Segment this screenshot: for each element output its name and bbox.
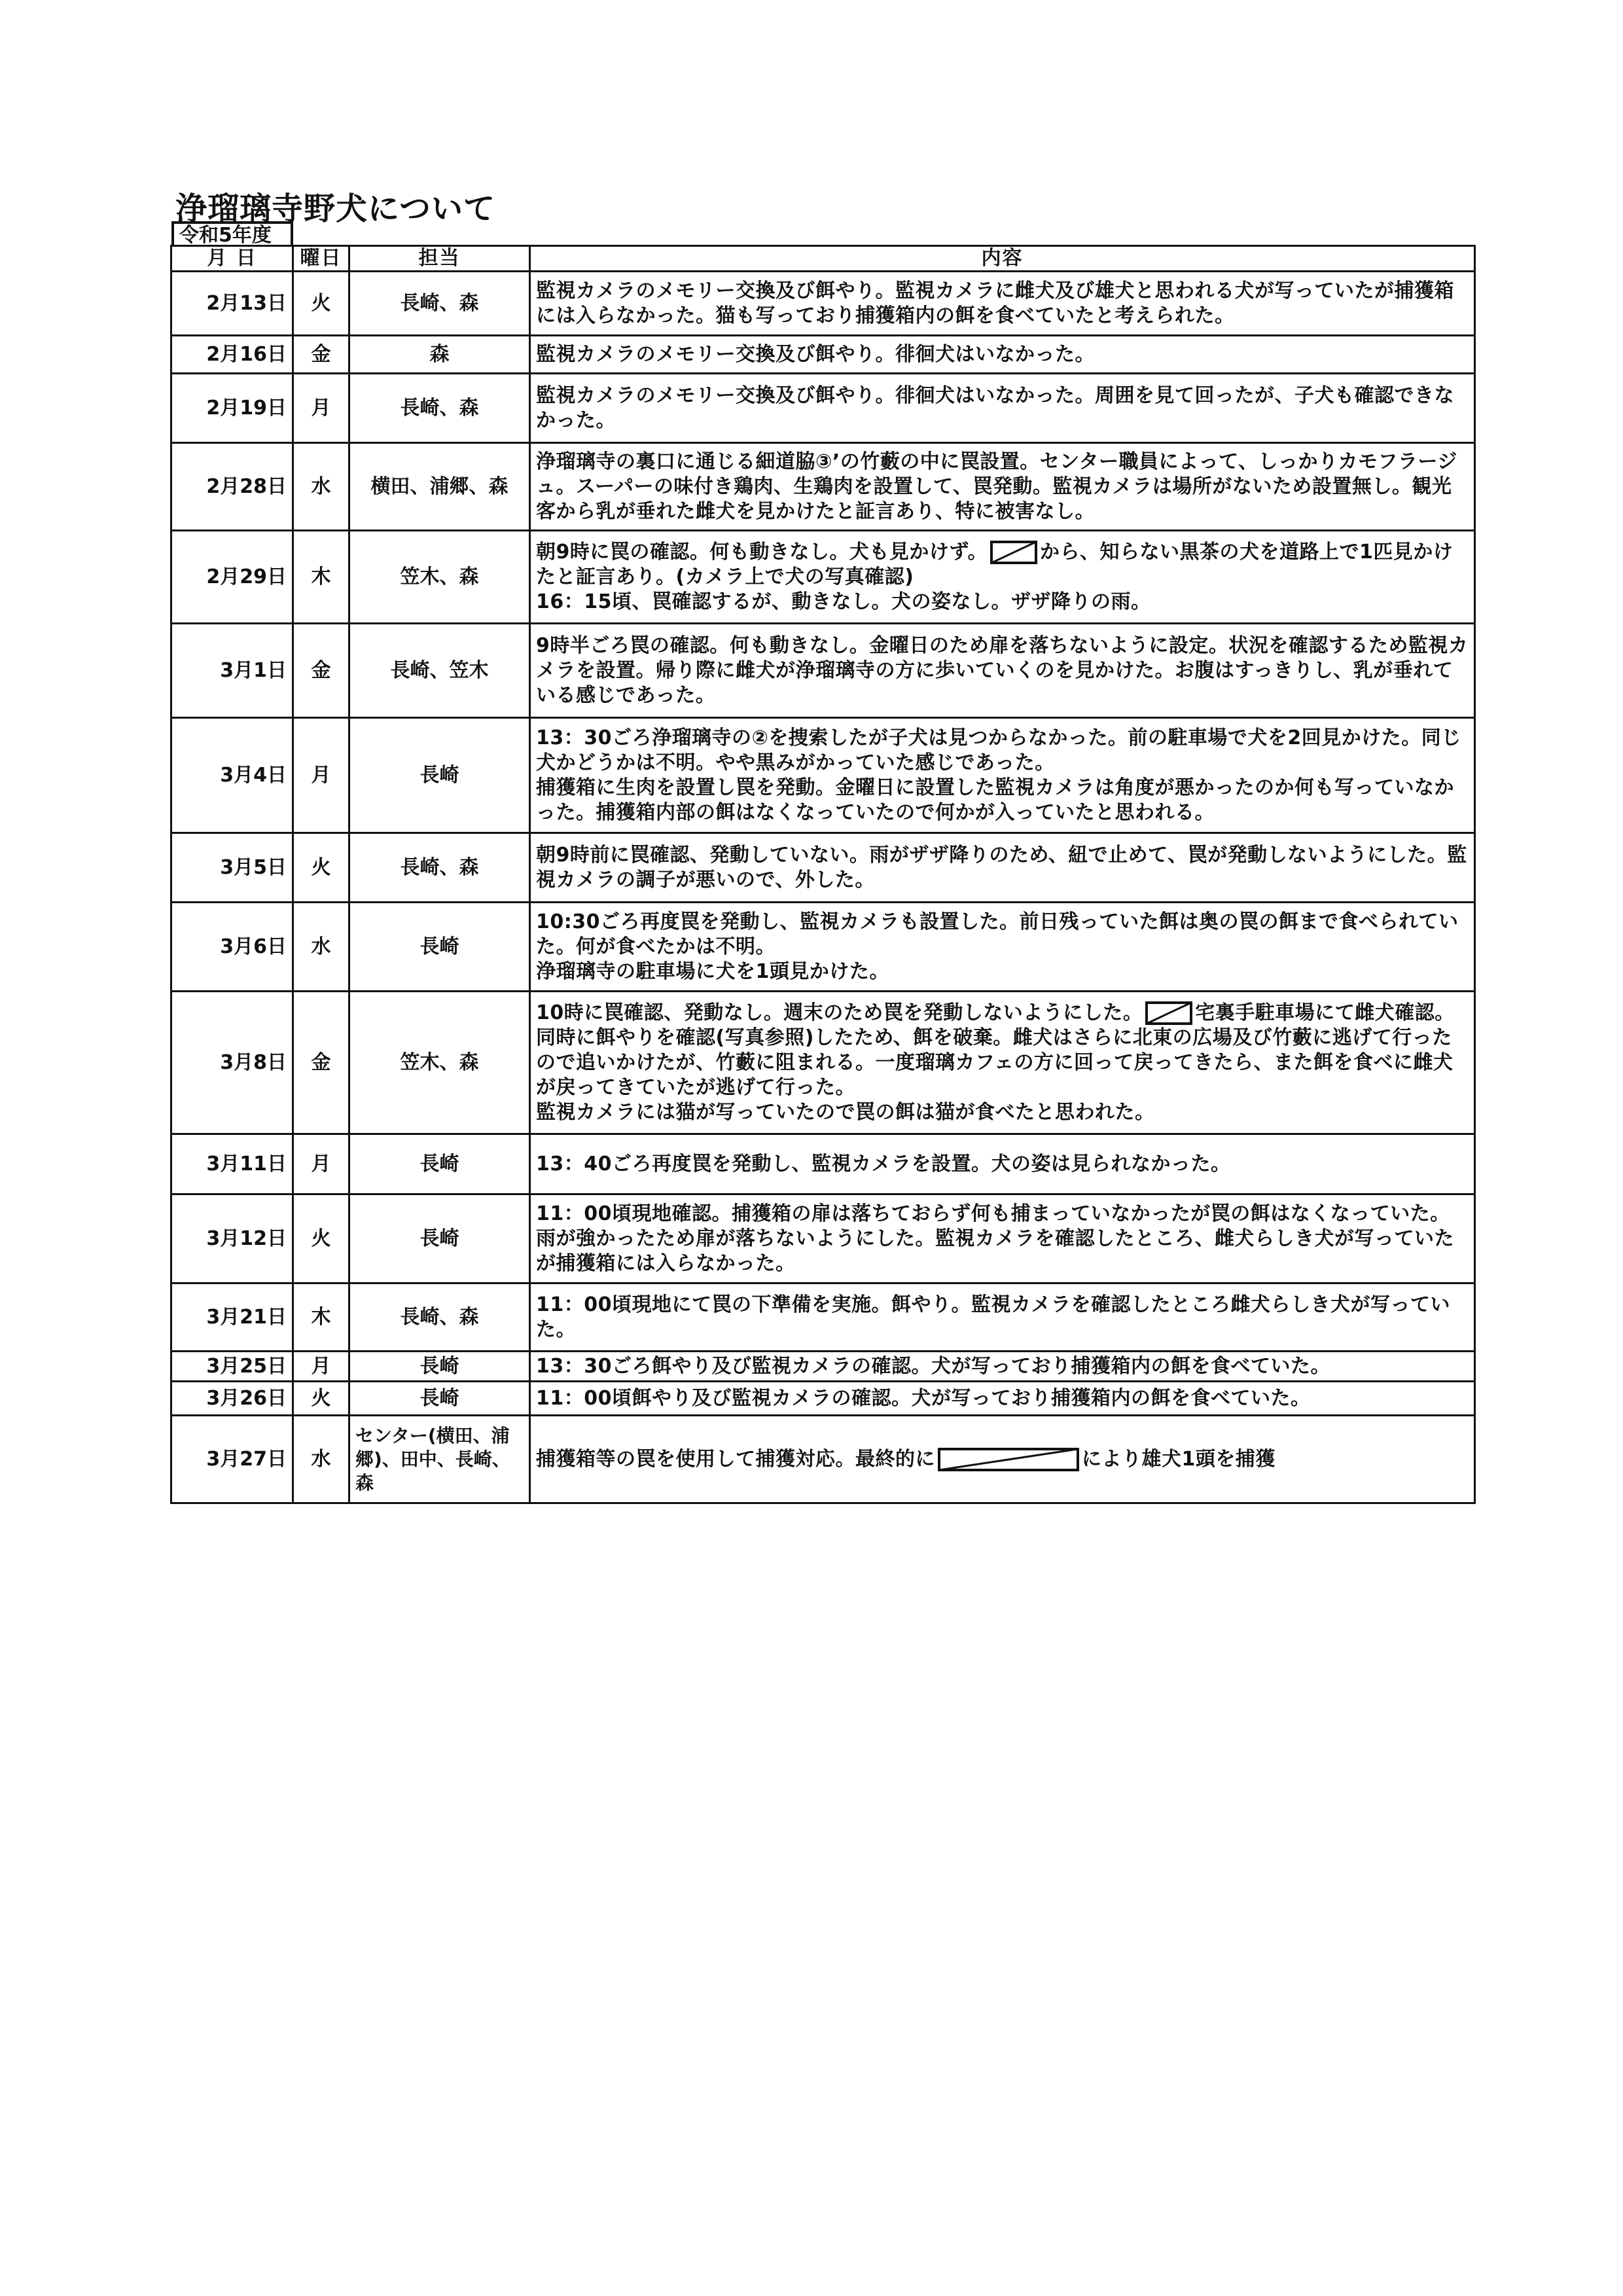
row-content-part: 16：15頃、罠確認するが、動きなし。犬の姿なし。ザザ降りの雨。: [536, 590, 1151, 613]
fiscal-year-label: 令和5年度: [171, 221, 293, 245]
row-content: [530, 992, 1475, 1134]
row-date: 2月13日: [171, 272, 293, 336]
header-day: 曜日: [293, 246, 349, 272]
row-weekday: 水: [293, 903, 349, 992]
table-row: [171, 624, 1475, 718]
row-date: 3月5日: [171, 833, 293, 903]
row-staff: 長崎、森: [349, 1283, 530, 1352]
row-weekday: 水: [293, 443, 349, 531]
header-content: 内容: [530, 246, 1475, 272]
row-content: [530, 531, 1475, 624]
row-weekday: 火: [293, 1194, 349, 1283]
table-row: [171, 718, 1475, 833]
row-weekday: 金: [293, 992, 349, 1134]
row-weekday: 月: [293, 1352, 349, 1382]
row-content: [530, 718, 1475, 833]
row-date: 3月8日: [171, 992, 293, 1134]
header-staff: 担当: [349, 246, 530, 272]
row-date: 2月19日: [171, 374, 293, 443]
table-row: [171, 1416, 1475, 1503]
row-staff: 長崎、笠木: [349, 624, 530, 718]
activity-log-table: [170, 245, 1476, 1504]
redaction-box: [990, 541, 1037, 564]
table-row: [171, 903, 1475, 992]
row-staff: 長崎、森: [349, 833, 530, 903]
row-date: 2月28日: [171, 443, 293, 531]
table-row: [171, 336, 1475, 374]
row-content: 監視カメラのメモリー交換及び餌やり。徘徊犬はいなかった。周囲を見て回ったが、子犬も確認できなかった。: [530, 374, 1475, 443]
row-content: 浄瑠璃寺の裏口に通じる細道脇③’の竹藪の中に罠設置。センター職員によって、しっかりカモフラージュ。スーパーの味付き鶏肉、生鶏肉を設置して、罠発動。監視カメラは場所がないため設置無し。観光客から乳が垂れた雌犬を見かけたと証言あり、特に被害なし。: [530, 443, 1475, 531]
row-weekday: 金: [293, 624, 349, 718]
row-content-part: 10:30ごろ再度罠を発動し、監視カメラも設置した。前日残っていた餌は奥の罠の餌まで食べられていた。何が食べたかは不明。: [536, 910, 1459, 958]
row-date: 3月11日: [171, 1134, 293, 1194]
row-weekday: 木: [293, 1283, 349, 1352]
row-date: 3月21日: [171, 1283, 293, 1352]
row-staff: 横田、浦郷、森: [349, 443, 530, 531]
row-date: 3月12日: [171, 1194, 293, 1283]
row-date: 2月16日: [171, 336, 293, 374]
row-content-part: 監視カメラには猫が写っていたので罠の餌は猫が食べたと思われた。: [536, 1100, 1155, 1124]
table-row: [171, 531, 1475, 624]
row-staff: 長崎: [349, 1134, 530, 1194]
row-weekday: 月: [293, 718, 349, 833]
row-content-part: から、知らない黒茶の犬を道路上で1匹見かけたと証言あり。(カメラ上で犬の写真確認): [536, 540, 1454, 588]
row-staff: 長崎: [349, 1382, 530, 1416]
row-date: 3月25日: [171, 1352, 293, 1382]
row-date: 2月29日: [171, 531, 293, 624]
row-weekday: 木: [293, 531, 349, 624]
row-staff: 笠木、森: [349, 992, 530, 1134]
row-content-part: 捕獲箱等の罠を使用して捕獲対応。最終的に: [536, 1447, 935, 1471]
row-weekday: 月: [293, 374, 349, 443]
row-content-part: 朝9時に罠の確認。何も動きなし。犬も見かけず。: [536, 540, 988, 564]
row-content: 9時半ごろ罠の確認。何も動きなし。金曜日のため扉を落ちないように設定。状況を確認するため監視カメラを設置。帰り際に雌犬が浄瑠璃寺の方に歩いていくのを見かけた。お腹はすっきりし、乳が垂れている感じであった。: [530, 624, 1475, 718]
header-date: 月 日: [171, 246, 293, 272]
row-date: 3月1日: [171, 624, 293, 718]
redaction-box: [1145, 1001, 1192, 1025]
row-content-part: により雄犬1頭を捕獲: [1082, 1447, 1275, 1471]
row-weekday: 火: [293, 833, 349, 903]
row-date: 3月26日: [171, 1382, 293, 1416]
table-row: [171, 1194, 1475, 1283]
row-weekday: 火: [293, 1382, 349, 1416]
table-row: [171, 374, 1475, 443]
row-staff: 長崎、森: [349, 374, 530, 443]
row-staff: 笠木、森: [349, 531, 530, 624]
row-staff: センター(横田、浦郷)、田中、長崎、森: [349, 1416, 530, 1503]
row-content: 監視カメラのメモリー交換及び餌やり。徘徊犬はいなかった。: [530, 336, 1475, 374]
row-content-part: 浄瑠璃寺の駐車場に犬を1頭見かけた。: [536, 960, 889, 983]
row-weekday: 月: [293, 1134, 349, 1194]
row-content-part: 宅裏手駐車場にて雌犬確認。同時に餌やりを確認(写真参照)したため、餌を破棄。雌犬はさらに北東の広場及び竹藪に逃げて行ったので追いかけたが、竹藪に阻まれる。一度瑠璃カフェの方に回って戻ってきたら、また餌を食べに雌犬が戻ってきていたが逃げて行った。: [536, 1001, 1455, 1099]
row-content: [530, 903, 1475, 992]
row-content: 11：00頃現地確認。捕獲箱の扉は落ちておらず何も捕まっていなかったが罠の餌はなくなっていた。雨が強かったため扉が落ちないようにした。監視カメラを確認したところ、雌犬らしき犬が写っていたが捕獲箱には入らなかった。: [530, 1194, 1475, 1283]
row-staff: 長崎、森: [349, 272, 530, 336]
row-staff: 森: [349, 336, 530, 374]
row-content: 13：30ごろ餌やり及び監視カメラの確認。犬が写っており捕獲箱内の餌を食べていた。: [530, 1352, 1475, 1382]
row-content-part: 13：30ごろ浄瑠璃寺の②を捜索したが子犬は見つからなかった。前の駐車場で犬を2回見かけた。同じ犬かどうかは不明。やや黒みがかっていた感じであった。: [536, 726, 1461, 774]
row-weekday: 金: [293, 336, 349, 374]
redaction-box: [938, 1448, 1079, 1471]
row-date: 3月6日: [171, 903, 293, 992]
table-row: [171, 1382, 1475, 1416]
table-row: [171, 1352, 1475, 1382]
row-content: 朝9時前に罠確認、発動していない。雨がザザ降りのため、紐で止めて、罠が発動しないようにした。監視カメラの調子が悪いので、外した。: [530, 833, 1475, 903]
table-row: [171, 833, 1475, 903]
row-staff: 長崎: [349, 903, 530, 992]
row-content: [530, 1416, 1475, 1503]
table-row: [171, 1134, 1475, 1194]
row-date: 3月4日: [171, 718, 293, 833]
row-content-part: 捕獲箱に生肉を設置し罠を発動。金曜日に設置した監視カメラは角度が悪かったのか何も写っていなかった。捕獲箱内部の餌はなくなっていたので何かが入っていたと思われる。: [536, 776, 1454, 824]
row-content-part: 10時に罠確認、発動なし。週末のため罠を発動しないようにした。: [536, 1001, 1143, 1024]
page-title: 浄瑠璃寺野犬について: [175, 190, 496, 227]
row-weekday: 火: [293, 272, 349, 336]
row-weekday: 水: [293, 1416, 349, 1503]
table-row: [171, 992, 1475, 1134]
row-staff: 長崎: [349, 1194, 530, 1283]
table-row: [171, 272, 1475, 336]
row-staff: 長崎: [349, 718, 530, 833]
row-date: 3月27日: [171, 1416, 293, 1503]
row-content: 13：40ごろ再度罠を発動し、監視カメラを設置。犬の姿は見られなかった。: [530, 1134, 1475, 1194]
row-content: 監視カメラのメモリー交換及び餌やり。監視カメラに雌犬及び雄犬と思われる犬が写っていたが捕獲箱には入らなかった。猫も写っており捕獲箱内の餌を食べていたと考えられた。: [530, 272, 1475, 336]
table-row: [171, 443, 1475, 531]
row-content: 11：00頃現地にて罠の下準備を実施。餌やり。監視カメラを確認したところ雌犬らしき犬が写っていた。: [530, 1283, 1475, 1352]
table-header-row: [171, 246, 1475, 272]
row-content: 11：00頃餌やり及び監視カメラの確認。犬が写っており捕獲箱内の餌を食べていた。: [530, 1382, 1475, 1416]
table-row: [171, 1283, 1475, 1352]
row-staff: 長崎: [349, 1352, 530, 1382]
